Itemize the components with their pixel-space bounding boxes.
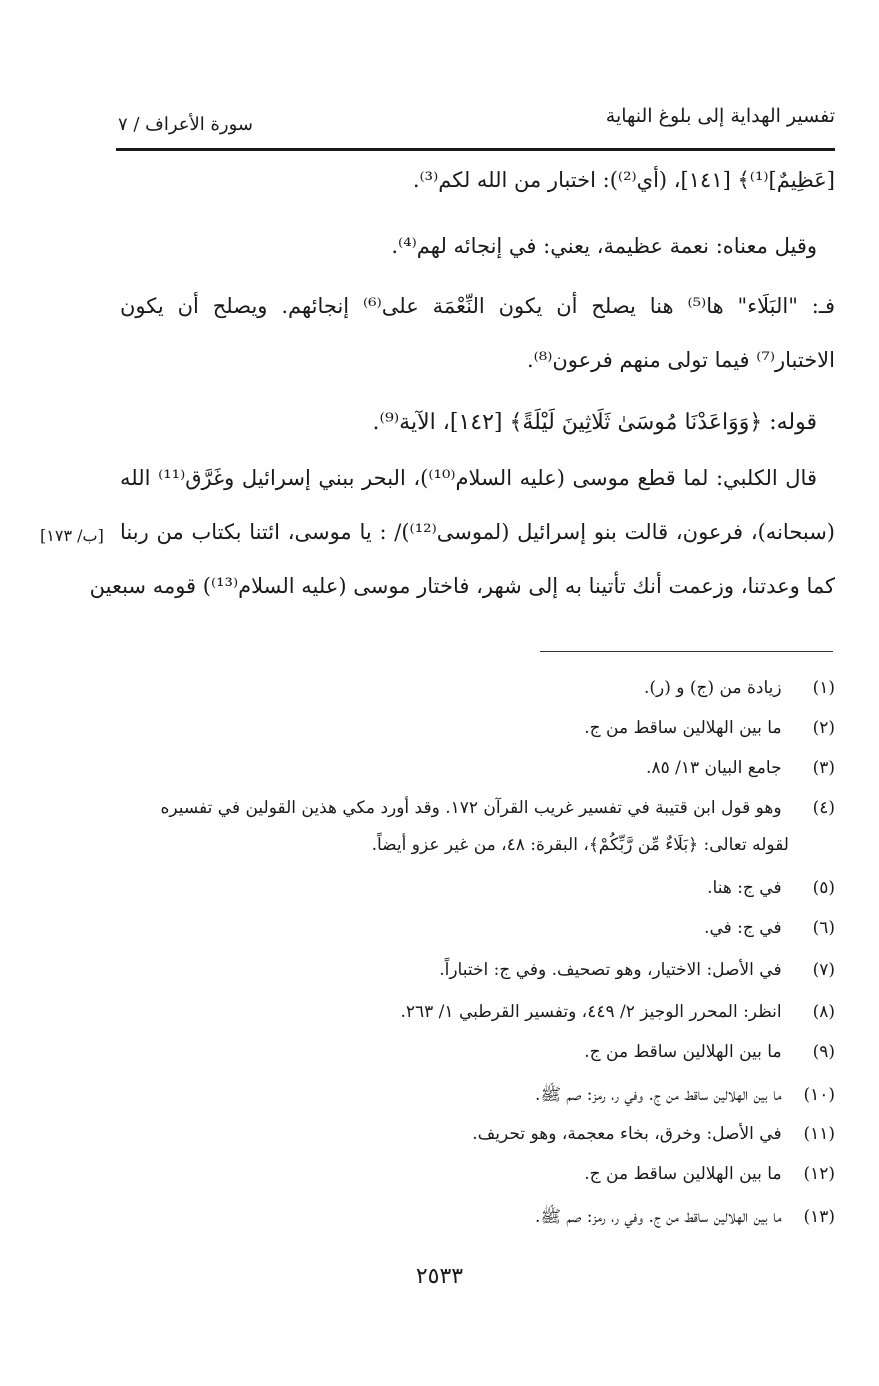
footnote-1: [644, 678, 835, 698]
footnote-8: [400, 1002, 835, 1022]
body-line-3: فـ: "البَلَاء" ها⁽⁵⁾ هنا يصلح أن يكون النِّعْمَة على⁽⁶⁾ إنجائهم. ويصلح أن يكون: [120, 294, 835, 318]
footnote-number: (٥): [812, 878, 835, 898]
footnote-text: ما بين الهلالين ساقط من ج. وفي ر، رمز: صم ﷺ.: [535, 1085, 782, 1105]
footnote-text: انظر: المحرر الوجيز ٢/ ٤٤٩، وتفسير القرطبي ١/ ٢٦٣.: [400, 1002, 782, 1022]
footnote-2: [584, 718, 835, 738]
footnote-number: (١): [812, 678, 835, 698]
manuscript-folio-marker: [ب/ ١٧٣]: [40, 526, 104, 545]
footnote-10: [535, 1084, 835, 1109]
footnote-text: زيادة من (ج) و (ر).: [644, 678, 782, 698]
footnote-number: (٨): [812, 1002, 835, 1022]
page-number: ٢٥٣٣: [415, 1264, 464, 1289]
body-line-2: وقيل معناه: نعمة عظيمة، يعني: في إنجائه لهم⁽⁴⁾.: [391, 234, 817, 258]
footnote-5: [707, 878, 835, 898]
body-line-5-quran-verse: قوله: ﴿وَوَاعَدْنَا مُوسَىٰ ثَلَاثِينَ لَيْلَةً﴾ [١٤٢]، الآية⁽⁹⁾.: [372, 410, 817, 435]
footnote-13: [535, 1206, 835, 1231]
footnote-text: في ج: هنا.: [707, 878, 782, 898]
footnote-3: [646, 758, 835, 778]
footnote-text: ما بين الهلالين ساقط من ج.: [584, 1164, 782, 1184]
footnote-text: ما بين الهلالين ساقط من ج.: [584, 1042, 782, 1062]
footnote-text: ما بين الهلالين ساقط من ج.: [584, 718, 782, 738]
footnote-number: (٣): [812, 758, 835, 778]
body-line-8: كما وعدتنا، وزعمت أنك تأتينا به إلى شهر، فاختار موسى (عليه السلام⁽¹³⁾) قومه سبعين: [89, 574, 835, 598]
body-line-4: الاختبار⁽⁷⁾ فيما تولى منهم فرعون⁽⁸⁾.: [526, 348, 835, 372]
footnote-text: في الأصل: الاختيار، وهو تصحيف. وفي ج: اختباراً.: [439, 960, 782, 980]
footnote-text: في الأصل: وخرق، بخاء معجمة، وهو تحريف.: [472, 1124, 782, 1144]
footnote-11: [472, 1124, 835, 1144]
footnote-text: جامع البيان ١٣/ ٨٥.: [646, 758, 782, 778]
footnote-number: (٩): [812, 1042, 835, 1062]
footnote-number: (٧): [812, 960, 835, 980]
footnote-separator: [540, 651, 833, 652]
footnote-number: (١٣): [803, 1207, 835, 1227]
footnote-number: (٤): [812, 798, 835, 818]
footnote-7: [439, 960, 835, 980]
running-header-book-title: تفسير الهداية إلى بلوغ النهاية: [605, 105, 835, 127]
footnote-9: [584, 1042, 835, 1062]
running-header-surah: سورة الأعراف / ٧: [118, 114, 254, 135]
body-line-7: (سبحانه)، فرعون، قالت بنو إسرائيل (لموسى⁽¹²⁾)/ : يا موسى، ائتنا بكتاب من ربنا: [120, 520, 835, 544]
footnote-number: (١٢): [803, 1164, 835, 1184]
body-line-6: قال الكلبي: لما قطع موسى (عليه السلام⁽¹⁰⁾)، البحر ببني إسرائيل وغَرَّق⁽¹¹⁾ الله: [120, 466, 817, 490]
footnote-number: (٢): [812, 718, 835, 738]
body-line-1: [عَظِيمٌ]⁽¹⁾﴾ [١٤١]، (أي⁽²⁾): اختبار من الله لكم⁽³⁾.: [412, 168, 835, 192]
footnote-text: ما بين الهلالين ساقط من ج. وفي ر، رمز: صم ﷺ.: [535, 1207, 782, 1227]
footnote-text: في ج: في.: [704, 918, 782, 938]
footnote-number: (٦): [812, 918, 835, 938]
footnote-4-continuation: لقوله تعالى: ﴿بَلَاءٌ مِّن رَّبِّكُمْ﴾، البقرة: ٤٨، من غير عزو أيضاً.: [371, 835, 789, 855]
header-rule: [116, 148, 835, 151]
footnote-4: [160, 798, 835, 818]
footnote-number: (١١): [803, 1124, 835, 1144]
footnote-6: [704, 918, 835, 938]
footnote-text: وهو قول ابن قتيبة في تفسير غريب القرآن ١٧٢. وقد أورد مكي هذين القولين في تفسيره: [160, 798, 782, 818]
footnote-12: [584, 1164, 835, 1184]
footnote-number: (١٠): [803, 1085, 835, 1105]
